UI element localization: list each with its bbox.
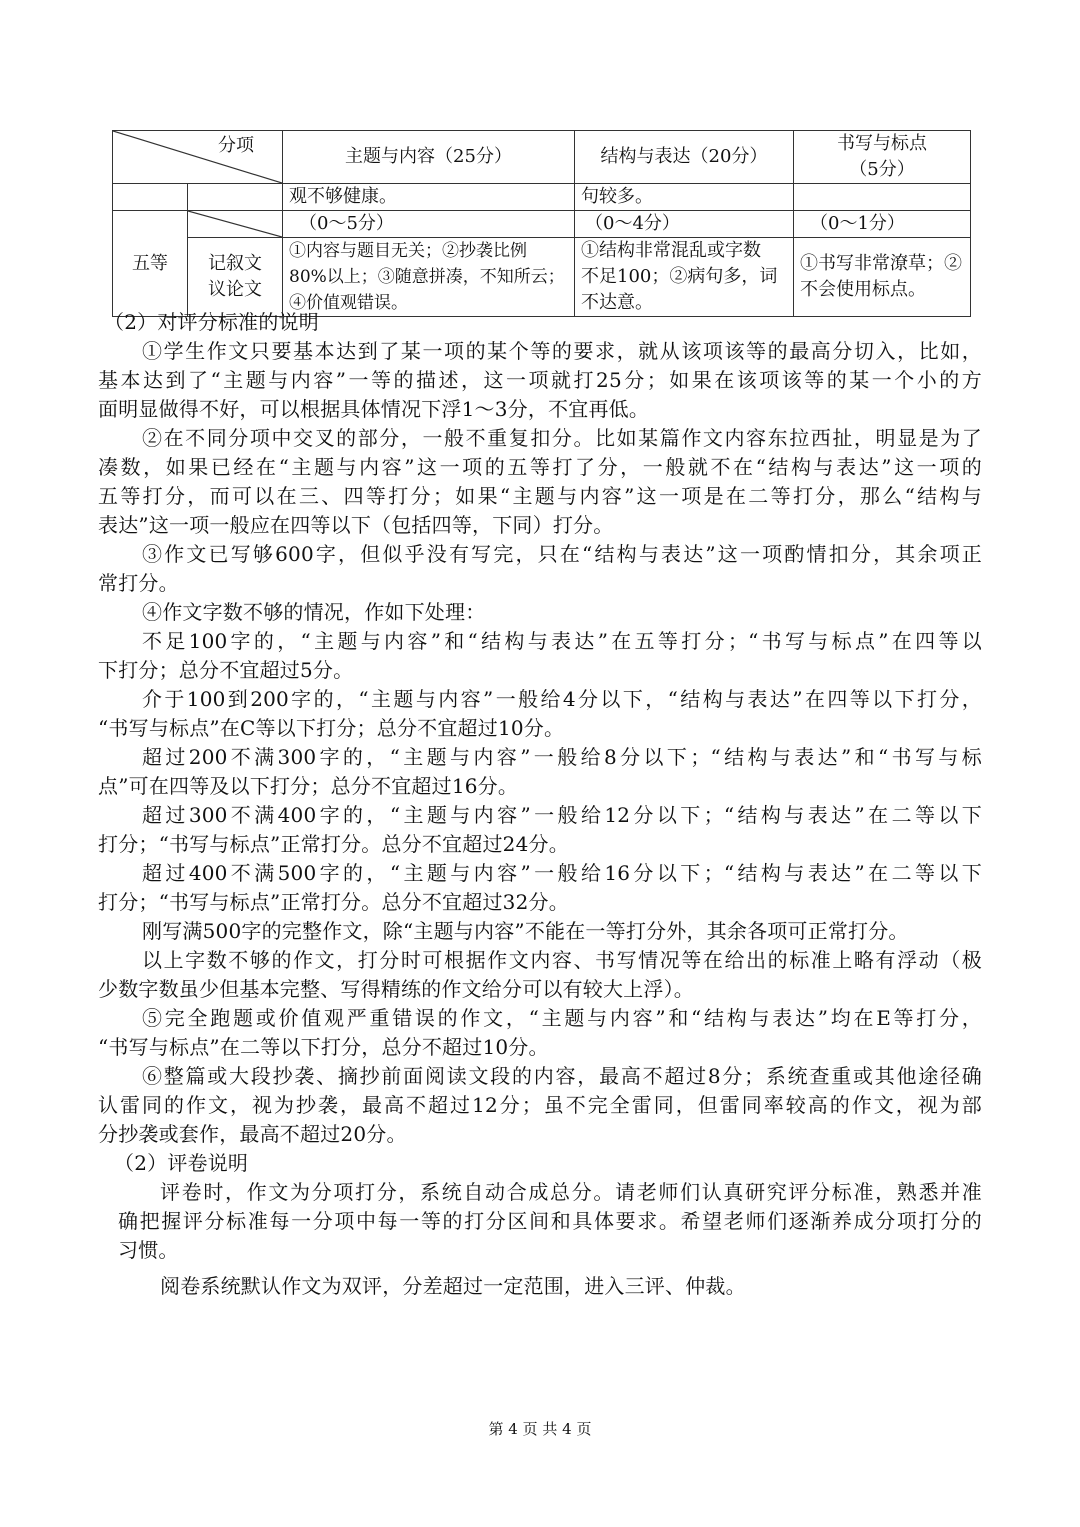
empty-cell xyxy=(188,184,283,211)
range-writing: （0～1分） xyxy=(794,211,971,238)
paragraph-line: 打分；“书写与标点”正常打分。总分不宜超过24分。 xyxy=(98,832,569,856)
diagonal-line xyxy=(113,131,282,183)
paragraph-line: ①学生作文只要基本达到了某一项的某个等的要求，就从该项该等的最高分切入，比如， xyxy=(142,339,982,363)
grade-five-structure-desc xyxy=(575,238,794,317)
paragraph-line: 少数字数虽少但基本完整、写得精练的作文给分可以有较大上浮）。 xyxy=(98,977,694,1001)
desc-line: 不足100；②病句多，词 xyxy=(581,266,778,287)
desc-line: 不会使用标点。 xyxy=(800,279,926,300)
range-corner-cell xyxy=(188,211,283,238)
paragraph-line: 超过400不满500字的，“主题与内容”一般给16分以下；“结构与表达”在二等以下 xyxy=(142,861,982,885)
paragraph-line: 面明显做得不好，可以根据具体情况下浮1～3分，不宜再低。 xyxy=(98,397,650,421)
desc-line: ①书写非常潦草；② xyxy=(800,253,962,274)
table-row-grade-five xyxy=(113,238,971,317)
desc-line: 80%以上；③随意拼凑，不知所云； xyxy=(289,267,565,287)
essay-type-argumentative: 议论文 xyxy=(208,279,262,300)
header-theme-content: 主题与内容（25分） xyxy=(283,131,575,184)
grade-five-content-desc xyxy=(283,238,575,317)
paragraph-line: ⑤完全跑题或价值观严重错误的作文，“主题与内容”和“结构与表达”均在E等打分， xyxy=(142,1006,982,1030)
scoring-table xyxy=(112,130,971,317)
paragraph-line: 分抄袭或套作，最高不超过20分。 xyxy=(98,1122,407,1146)
desc-line: ④价值观错误。 xyxy=(289,293,408,313)
page-number-footer: 第 4 页 共 4 页 xyxy=(488,1420,592,1438)
header-writing-label: 书写与标点 xyxy=(837,133,927,154)
paragraph-line: 凑数，如果已经在“主题与内容”这一项的五等打了分，一般就不在“结构与表达”这一项的 xyxy=(98,455,982,479)
paragraph-line: 常打分。 xyxy=(98,571,179,595)
table-header-row xyxy=(113,131,971,184)
essay-type-cell xyxy=(188,238,283,317)
review-line: 习惯。 xyxy=(118,1238,179,1262)
paragraph-line: 认雷同的作文，视为抄袭，最高不超过12分；虽不完全雷同，但雷同率较高的作文，视为部 xyxy=(98,1093,982,1117)
header-writing-punctuation xyxy=(794,131,971,184)
table-row-ranges xyxy=(113,211,971,238)
paragraph-line: 超过300不满400字的，“主题与内容”一般给12分以下；“结构与表达”在二等以下 xyxy=(142,803,982,827)
paragraph-line: 点”可在四等及以下打分；总分不宜超过16分。 xyxy=(98,774,519,798)
grade-five-label: 五等 xyxy=(113,211,188,317)
diagonal-line xyxy=(188,211,282,237)
paragraph-line: 不足100字的，“主题与内容”和“结构与表达”在五等打分；“书写与标点”在四等以 xyxy=(142,629,982,653)
header-writing-points: （5分） xyxy=(849,159,915,180)
paragraph-line: “书写与标点”在C等以下打分；总分不宜超过10分。 xyxy=(98,716,565,740)
paragraph-line: ②在不同分项中交叉的部分，一般不重复扣分。比如某篇作文内容东拉西扯，明显是为了 xyxy=(142,426,982,450)
paragraph-line: 基本达到了“主题与内容”一等的描述，这一项就打25分；如果在该项该等的某一个小的方 xyxy=(98,368,982,392)
paragraph-line: 以上字数不够的作文，打分时可根据作文内容、书写情况等在给出的标准上略有浮动（极 xyxy=(142,948,982,972)
table-row-continued xyxy=(113,184,971,211)
desc-line: ①内容与题目无关；②抄袭比例 xyxy=(289,241,527,261)
desc-line: ①结构非常混乱或字数 xyxy=(581,240,761,261)
essay-type-narrative: 记叙文 xyxy=(208,253,262,274)
paragraph-line: ⑥整篇或大段抄袭、摘抄前面阅读文段的内容，最高不超过8分；系统查重或其他途径确 xyxy=(142,1064,982,1088)
review-line: 评卷时，作文为分项打分，系统自动合成总分。请老师们认真研究评分标准，熟悉并准 xyxy=(160,1180,982,1204)
continued-content-cell: 观不够健康。 xyxy=(283,184,575,211)
paragraph-line: ④作文字数不够的情况，作如下处理： xyxy=(142,600,486,624)
paragraph-line: ③作文已写够600字，但似乎没有写完，只在“结构与表达”这一项酌情扣分，其余项正 xyxy=(142,542,982,566)
section-heading-review-notes: （2）评卷说明 xyxy=(114,1151,249,1175)
grade-five-writing-desc xyxy=(794,238,971,317)
paragraph-line: 打分；“书写与标点”正常打分。总分不宜超过32分。 xyxy=(98,890,569,914)
paragraph-line: “书写与标点”在二等以下打分，总分不超过10分。 xyxy=(98,1035,549,1059)
empty-cell xyxy=(113,184,188,211)
section-heading-scoring-notes: （2）对评分标准的说明 xyxy=(104,310,319,334)
header-structure-expression: 结构与表达（20分） xyxy=(575,131,794,184)
review-line: 确把握评分标准每一分项中每一等的打分区间和具体要求。希望老师们逐渐养成分项打分的 xyxy=(118,1209,982,1233)
empty-cell xyxy=(794,184,971,211)
desc-line: 不达意。 xyxy=(581,292,653,313)
paragraph-line: 介于100到200字的，“主题与内容”一般给4分以下，“结构与表达”在四等以下打分， xyxy=(142,687,982,711)
paragraph-line: 下打分；总分不宜超过5分。 xyxy=(98,658,354,682)
range-structure: （0～4分） xyxy=(575,211,794,238)
paragraph-line: 五等打分，而可以在三、四等打分；如果“主题与内容”这一项是在二等打分，那么“结构与 xyxy=(98,484,982,508)
corner-label: 分项 xyxy=(218,135,254,156)
range-content: （0～5分） xyxy=(283,211,575,238)
paragraph-line: 刚写满500字的完整作文，除“主题与内容”不能在一等打分外，其余各项可正常打分。 xyxy=(142,919,909,943)
table-corner-cell xyxy=(113,131,283,184)
paragraph-line: 表达”这一项一般应在四等以下（包括四等，下同）打分。 xyxy=(98,513,614,537)
review-line: 阅卷系统默认作文为双评，分差超过一定范围，进入三评、仲裁。 xyxy=(160,1274,746,1298)
continued-structure-cell: 句较多。 xyxy=(575,184,794,211)
paragraph-line: 超过200不满300字的，“主题与内容”一般给8分以下；“结构与表达”和“书写与标 xyxy=(142,745,982,769)
